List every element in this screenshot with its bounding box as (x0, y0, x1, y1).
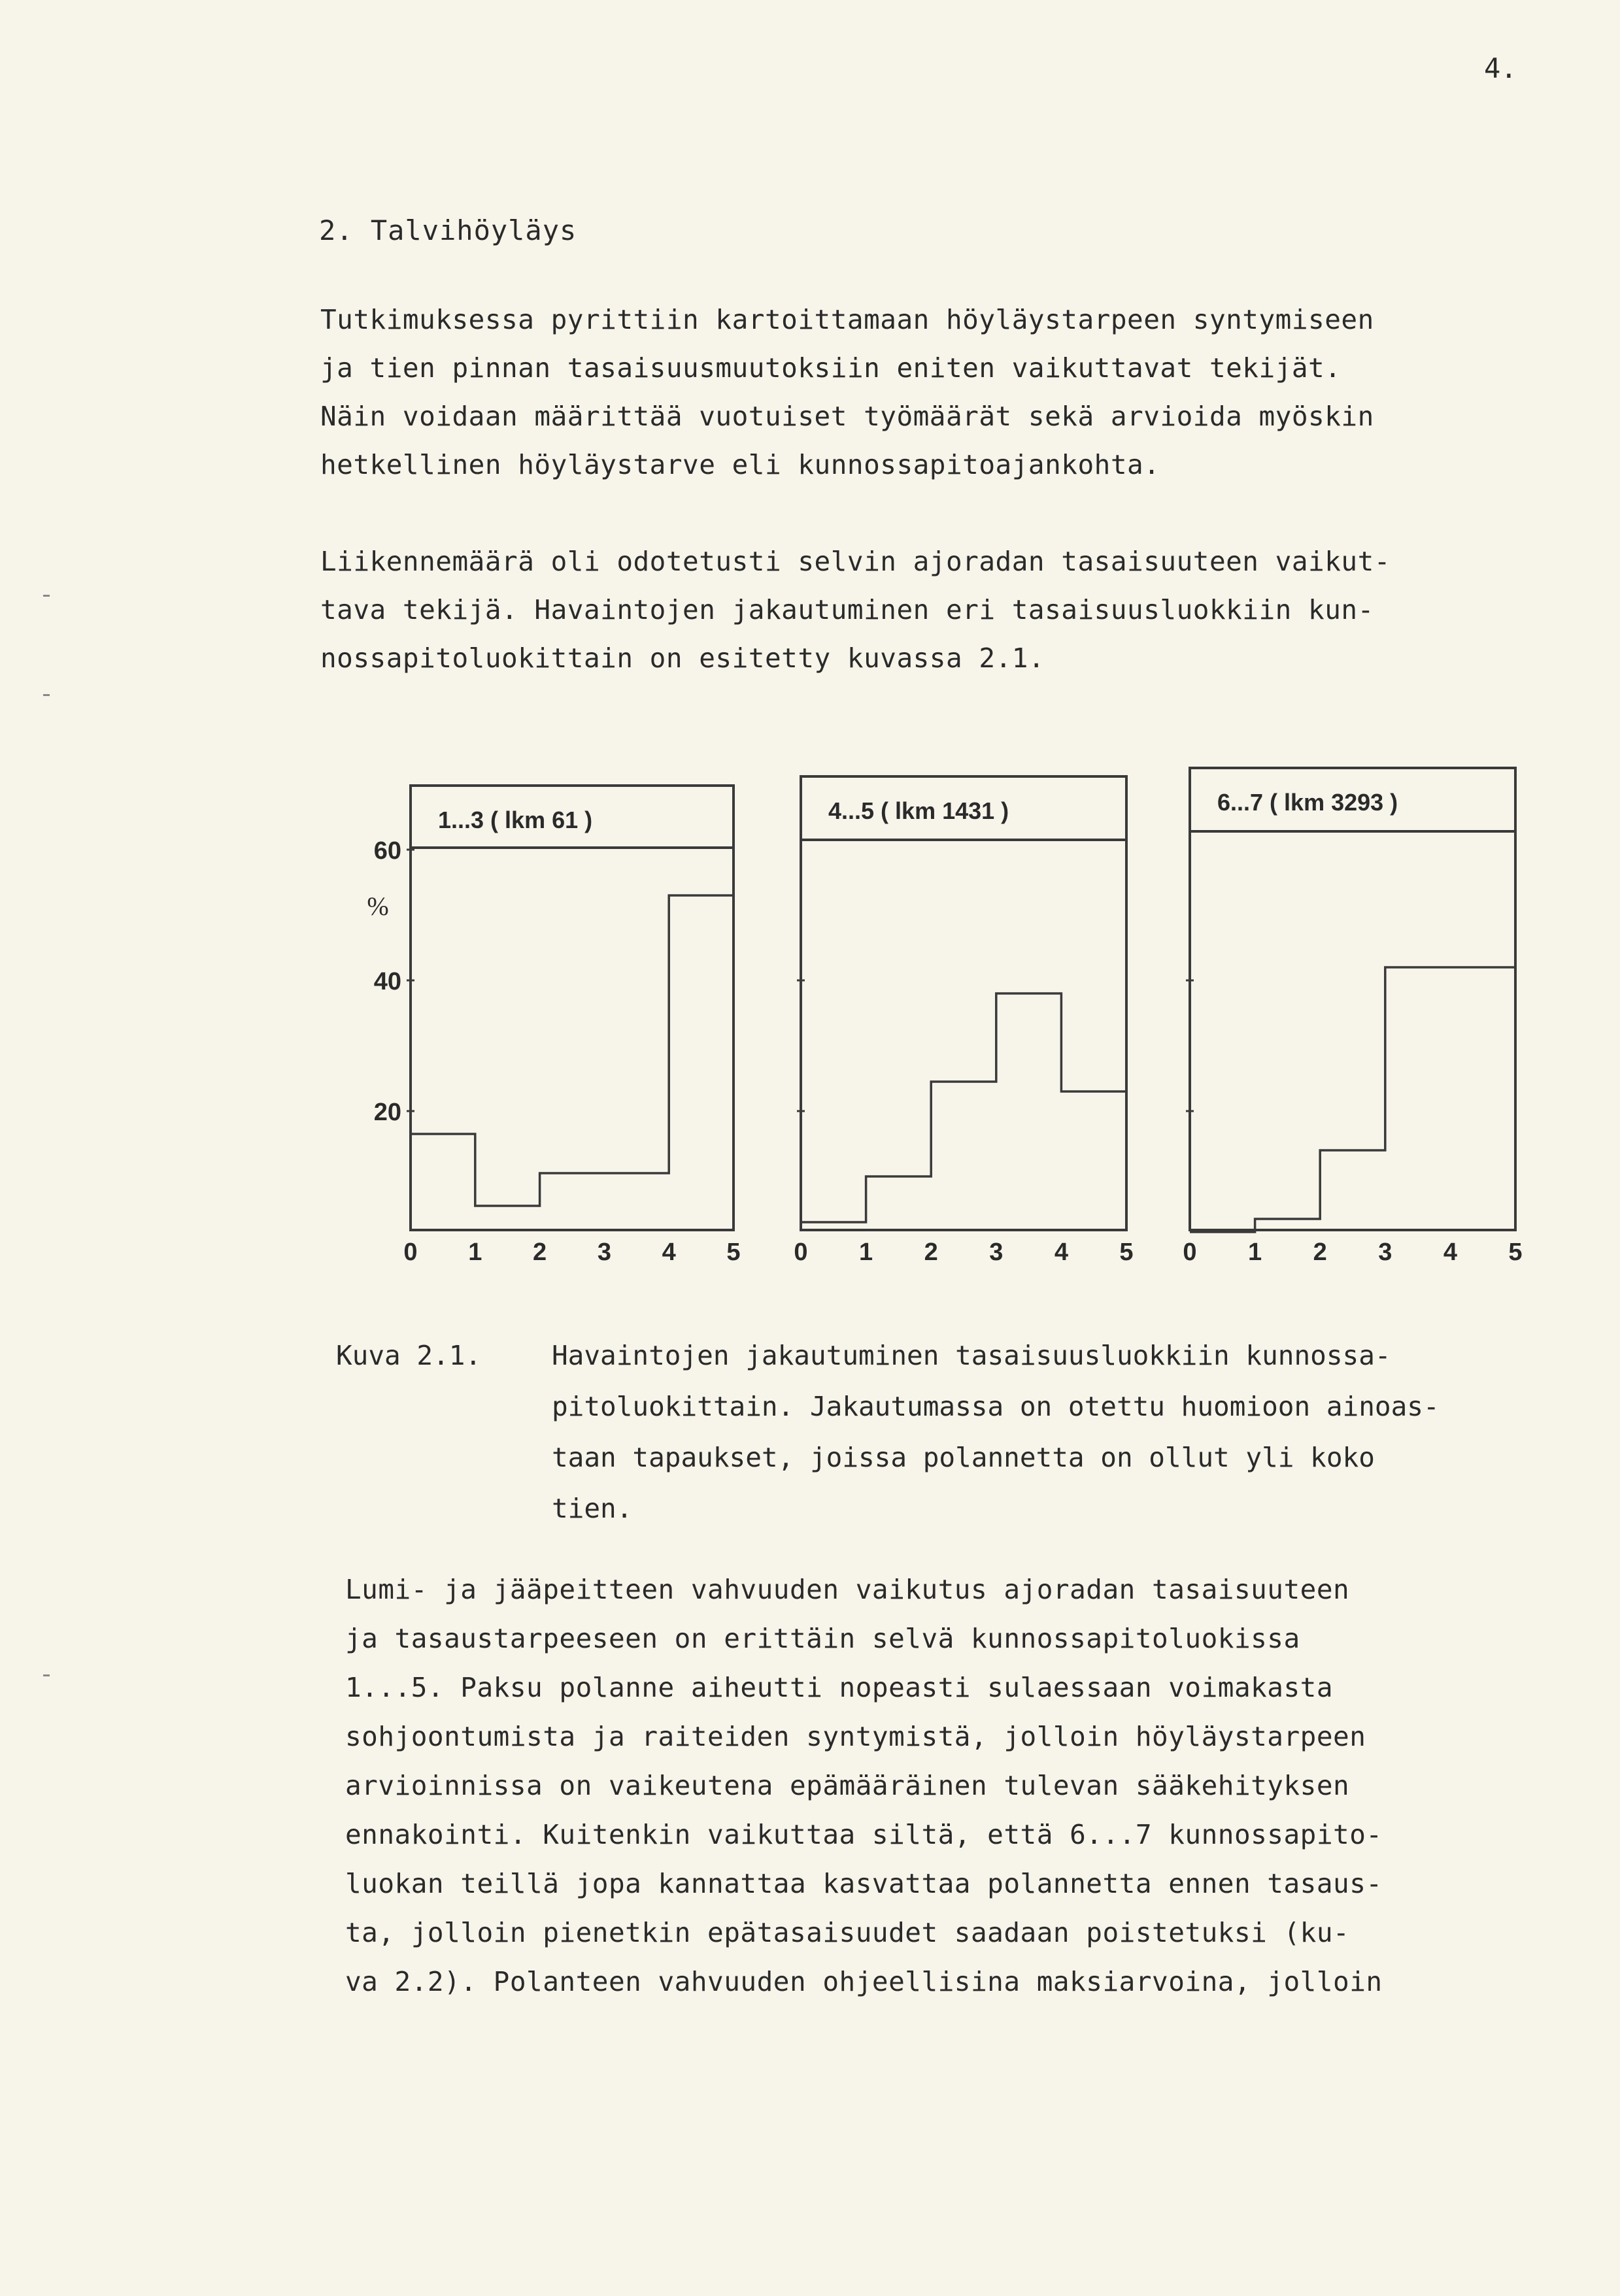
x-tick-label: 3 (989, 1239, 1004, 1266)
caption-line: taan tapaukset, joissa polannetta on ollut yli koko (552, 1442, 1375, 1473)
paragraph-line: Liikennemäärä oli odotetusti selvin ajoradan tasaisuuteen vaikut- (320, 546, 1391, 577)
histogram-bin (669, 895, 734, 1230)
histogram-bin (801, 1222, 866, 1230)
histogram-bin (996, 993, 1062, 1230)
y-tick-label: 40 (373, 968, 401, 995)
paragraph-line: arvioinnissa on vaikeutena epämääräinen tulevan sääkehityksen (345, 1770, 1350, 1801)
paragraph-line: ja tasaustarpeeseen on erittäin selvä kunnossapitoluokissa (345, 1623, 1300, 1654)
paragraph-3 (345, 1565, 1383, 2006)
paragraph-line: 1...5. Paksu polanne aiheutti nopeasti sulaessaan voimakasta (345, 1672, 1334, 1703)
margin-mark (43, 1674, 50, 1676)
x-tick-label: 1 (1248, 1239, 1262, 1266)
x-tick-label: 3 (1378, 1239, 1392, 1266)
paragraph-line: ennakointi. Kuitenkin vaikuttaa siltä, että 6...7 kunnossapito- (345, 1819, 1383, 1850)
x-tick-label: 5 (1508, 1239, 1523, 1266)
paragraph-line: nossapitoluokittain on esitetty kuvassa 2.1. (320, 642, 1045, 674)
paragraph-line: tava tekijä. Havaintojen jakautuminen eri tasaisuusluokkiin kun- (320, 594, 1374, 625)
paragraph-line: ja tien pinnan tasaisuusmuutoksiin eniten vaikuttavat tekijät. (320, 352, 1342, 384)
y-tick-label: 60 (373, 837, 401, 865)
histogram-bin (411, 1134, 475, 1230)
y-axis-unit: % (367, 891, 389, 921)
page-number: 4. (1484, 52, 1517, 84)
x-tick-label: 0 (1183, 1239, 1197, 1266)
x-tick-label: 1 (468, 1239, 482, 1266)
panel-title: 1...3 ( lkm 61 ) (438, 807, 593, 833)
x-tick-label: 2 (533, 1239, 547, 1266)
caption-line: Havaintojen jakautuminen tasaisuusluokkiin kunnossa- (552, 1340, 1391, 1371)
x-tick-label: 1 (859, 1239, 873, 1266)
caption-line: pitoluokittain. Jakautumassa on otettu huomioon ainoas- (552, 1391, 1440, 1422)
paragraph-line: Lumi- ja jääpeitteen vahvuuden vaikutus ajoradan tasaisuuteen (345, 1574, 1350, 1605)
panel-title: 6...7 ( lkm 3293 ) (1217, 789, 1398, 816)
histogram-bin (1255, 1219, 1321, 1230)
x-tick-label: 4 (1054, 1239, 1068, 1266)
margin-mark (43, 694, 50, 696)
x-tick-label: 4 (662, 1239, 676, 1266)
caption-line: tien. (552, 1493, 633, 1524)
caption-text (552, 1330, 1598, 1534)
section-heading: 2. Talvihöyläys (319, 214, 577, 246)
histogram-bin (1385, 967, 1451, 1230)
histogram-bin (1450, 967, 1515, 1230)
y-tick-label: 20 (373, 1099, 401, 1126)
caption-label: Kuva 2.1. (336, 1340, 482, 1371)
x-tick-label: 5 (726, 1239, 741, 1266)
paragraph-line: Tutkimuksessa pyrittiin kartoittamaan höyläystarpeen syntymiseen (320, 304, 1374, 335)
histogram-bin (931, 1082, 996, 1230)
histogram-bin (540, 1173, 605, 1230)
paragraph-line: hetkellinen höyläystarve eli kunnossapitoajankohta. (320, 449, 1160, 480)
histogram-bin (604, 1173, 669, 1230)
paragraph-line: va 2.2). Polanteen vahvuuden ohjeellisina maksiarvoina, jolloin (345, 1966, 1383, 1997)
x-tick-label: 5 (1119, 1239, 1134, 1266)
x-tick-label: 3 (597, 1239, 611, 1266)
histogram-bin (866, 1176, 932, 1230)
histogram-bin (475, 1206, 540, 1230)
paragraph-line: Näin voidaan määrittää vuotuiset työmäärät sekä arvioida myöskin (320, 401, 1374, 432)
panel-title: 4...5 ( lkm 1431 ) (828, 797, 1009, 824)
x-tick-label: 0 (403, 1239, 418, 1266)
paragraph-line: ta, jolloin pienetkin epätasaisuudet saadaan poistetuksi (ku- (345, 1917, 1350, 1948)
paragraph-line: sohjoontumista ja raiteiden syntymistä, jolloin höyläystarpeen (345, 1721, 1366, 1752)
x-tick-label: 0 (794, 1239, 808, 1266)
x-tick-label: 2 (1313, 1239, 1327, 1266)
histogram-bin (1320, 1150, 1385, 1230)
x-tick-label: 4 (1443, 1239, 1457, 1266)
histogram-bin (1061, 1091, 1126, 1230)
paragraph-line: luokan teillä jopa kannattaa kasvattaa polannetta ennen tasaus- (345, 1868, 1383, 1899)
margin-mark (43, 595, 50, 597)
x-tick-label: 2 (924, 1239, 938, 1266)
